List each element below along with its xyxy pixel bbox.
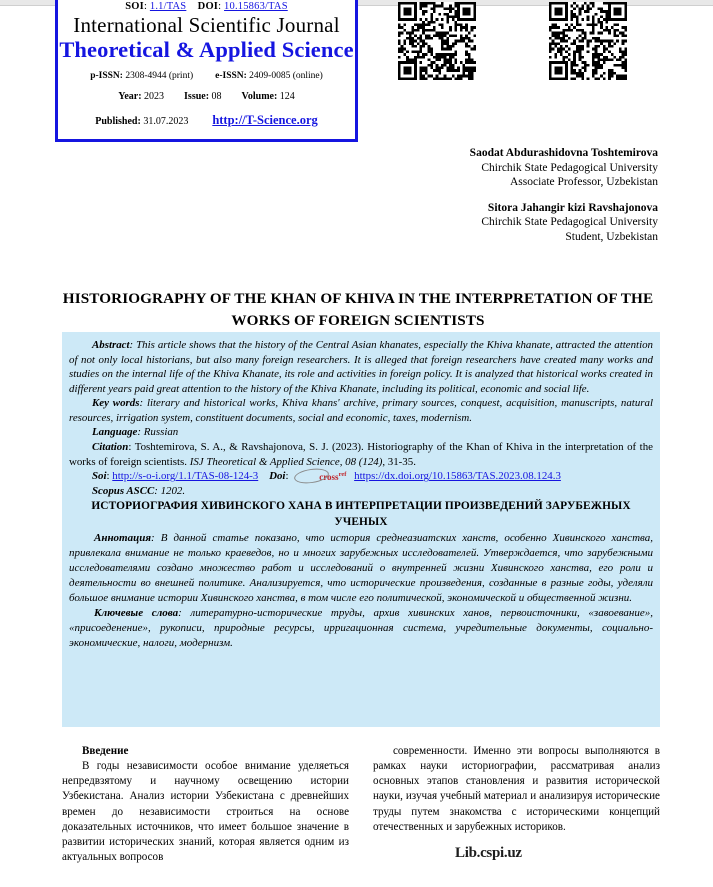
- abstract-paragraph: [69, 338, 653, 396]
- body-column-left: [62, 744, 349, 887]
- section-heading-introduction: Введение: [82, 745, 129, 757]
- scopus-paragraph: [69, 484, 653, 499]
- crossref-text: cross: [319, 472, 339, 483]
- published-value: 31.07.2023: [143, 115, 189, 127]
- soi-doi-paragraph: Soi: http://s-o-i.org/1.1/TAS-08-124-3 Doi: cross$^{ref}$ https://dx.doi.org/10.15863/TAS.2023.08.124.3: [69, 469, 653, 484]
- abstract-text: : This article shows that the history of the Central Asian khanates, especially the Khiva khanate, attracted the attention of not only local historians, but also many foreign researchers. It is alleged that foreign researchers have created many works and studies on the internal life of the Khiva Khanate, its role and activities in foreign policy. It is analyzed that historical works created in different years paid great attention to the history of the Khiva Khanate, including its political, economic and social life.: [69, 339, 653, 395]
- authors-block: [340, 146, 658, 256]
- issn-row: [58, 71, 355, 81]
- annotation-paragraph: [69, 531, 653, 606]
- volume-label: Volume:: [241, 90, 278, 102]
- journal-name-line2: Theoretical & Applied Science: [59, 37, 354, 63]
- doi-link[interactable]: https://dx.doi.org/10.15863/TAS.2023.08.124.3: [354, 470, 561, 483]
- keywords-russian-text: : литературно-исторические труды, архив хивинских ханов, первоисточники, «завоевание», «присоеденение», рукописи, природные ресурсы, ирригационная система, учредительные документы, социально-экономические, налоги, модернизм.: [69, 606, 653, 649]
- author-role: Student, Uzbekistan: [565, 230, 658, 243]
- doi-label-panel: Doi: [269, 470, 286, 483]
- journal-website-link[interactable]: http://T-Science.org: [212, 112, 318, 127]
- p-issn-value: 2308-4944 (print): [125, 70, 194, 81]
- journal-name-line1: International Scientific Journal: [73, 13, 340, 37]
- issue-value: 08: [211, 90, 222, 102]
- body-columns: [62, 744, 660, 887]
- keywords-russian-label: Ключевые слова: [94, 606, 179, 619]
- author-affiliation: Chirchik State Pedagogical University: [481, 161, 658, 174]
- e-issn-value: 2409-0085 (online): [249, 70, 323, 81]
- article-title-russian: ИСТОРИОГРАФИЯ ХИВИНСКОГО ХАНА В ИНТЕРПРЕТАЦИИ ПРОИЗВЕДЕНИЙ ЗАРУБЕЖНЫХ УЧЕНЫХ: [91, 500, 631, 529]
- soi-value-link[interactable]: 1.1/TAS: [149, 1, 187, 12]
- doi-value-link[interactable]: 10.15863/TAS: [224, 1, 288, 12]
- language-value: : Russian: [137, 426, 179, 439]
- keywords-label: Key words: [92, 397, 140, 410]
- author-affiliation: Chirchik State Pedagogical University: [481, 216, 658, 229]
- article-title-english: HISTORIOGRAPHY OF THE KHAN OF KHIVA IN THE INTERPRETATION OF THE WORKS OF FOREIGN SCIENTISTS: [62, 290, 654, 329]
- qr-code-right-icon: [549, 2, 627, 80]
- journal-masthead-box: [55, 0, 358, 142]
- crossref-logo-icon: [296, 471, 346, 483]
- keywords-russian-paragraph: [69, 606, 653, 651]
- annotation-label: Аннотация: [94, 532, 152, 545]
- citation-text-part1: : Toshtemirova, S. A., & Ravshajonova, S. J. (2023). Historiography of the Khan of Khiva in the interpretation of the works of foreign scientists.: [69, 441, 653, 468]
- issue-group: [184, 91, 222, 102]
- abstract-panel: [62, 332, 660, 727]
- citation-journal-ref: ISJ Theoretical & Applied Science, 08 (124): [189, 455, 383, 468]
- author-entry: [340, 201, 658, 245]
- body-text-left: В годы независимости особое внимание уделяеться непредвзятому и научному освещению истории Узбекистана. Анализ истории Узбекистана с древнейших времен до независимости строиться на основе доказательных источников, что имеет большое значение в развитии исторических знаний, которая является одним из актуальных вопросов: [62, 760, 349, 863]
- year-label: Year:: [118, 90, 142, 102]
- abstract-label: Abstract: [92, 339, 130, 351]
- issue-label: Issue:: [184, 90, 210, 102]
- doi-label: DOI: [197, 1, 219, 12]
- citation-label: Citation: [92, 441, 129, 453]
- soi-label: SOI: [125, 1, 144, 12]
- e-issn-group: [215, 71, 323, 81]
- year-issue-volume-row: [58, 91, 355, 102]
- watermark-label: Lib.cspi.uz: [455, 845, 522, 861]
- body-text-right: современности. Именно эти вопросы выполняются в рамках науки историографии, рассматривая анализ основных этапов становления и развития исторической науки, изучая учебный материал и анализируя исторические труды путем знакомства с историческими концепций отечественных и зарубежных историков.: [373, 745, 660, 833]
- crossref-sup: ref: [338, 471, 347, 479]
- soi-link[interactable]: http://s-o-i.org/1.1/TAS-08-124-3: [112, 470, 259, 483]
- year-group: [118, 91, 164, 102]
- e-issn-label: e-ISSN:: [215, 70, 247, 81]
- author-entry: [340, 146, 658, 190]
- soi-doi-header-line: SOI: 1.1/TAS DOI: 10.15863/TAS: [125, 1, 288, 12]
- qr-code-left-icon: [398, 2, 476, 80]
- p-issn-group: [90, 71, 193, 81]
- author-role: Associate Professor, Uzbekistan: [509, 176, 658, 189]
- annotation-text: : В данной статье показано, что история среднеазиатских ханств, особенно Хивинского ханства, привлекала внимание не только краеведов, но и многих зарубежных исследователей. Утверждается, что зарубежными исследователями создано множество работ и исследований о внутренней жизни Хивинского ханства, его роли и деятельности во внешней политике. Анализируется, что исторические произведения, созданные в разные годы, уделяли большое внимание истории Хивинского ханства, в том числе его политической, экономической и общественной жизни.: [69, 532, 653, 604]
- author-name: Sitora Jahangir kizi Ravshajonova: [487, 201, 658, 214]
- language-paragraph: [69, 425, 653, 440]
- language-label: Language: [92, 426, 138, 439]
- author-name: Saodat Abdurashidovna Toshtemirova: [469, 147, 658, 159]
- year-value: 2023: [144, 90, 165, 102]
- scopus-value: : 1202.: [154, 485, 186, 498]
- published-group: [95, 116, 188, 127]
- citation-paragraph: [69, 440, 653, 469]
- citation-text-part2: , 31-35.: [382, 455, 416, 468]
- keywords-paragraph: [69, 396, 653, 425]
- soi-label-panel: Soi: [92, 470, 107, 483]
- p-issn-label: p-ISSN:: [90, 70, 123, 81]
- body-column-right: [373, 744, 660, 887]
- keywords-text: : literary and historical works, Khiva khans' archive, primary sources, conquest, acquisition, manuscripts, natural resources, irrigation system, constituent documents, social and economic, taxes, modernism.: [69, 397, 653, 424]
- published-row: [58, 113, 355, 128]
- scopus-label: Scopus ASCC: [92, 485, 155, 498]
- volume-value: 124: [279, 90, 295, 102]
- published-label: Published:: [95, 115, 141, 127]
- volume-group: [242, 91, 295, 102]
